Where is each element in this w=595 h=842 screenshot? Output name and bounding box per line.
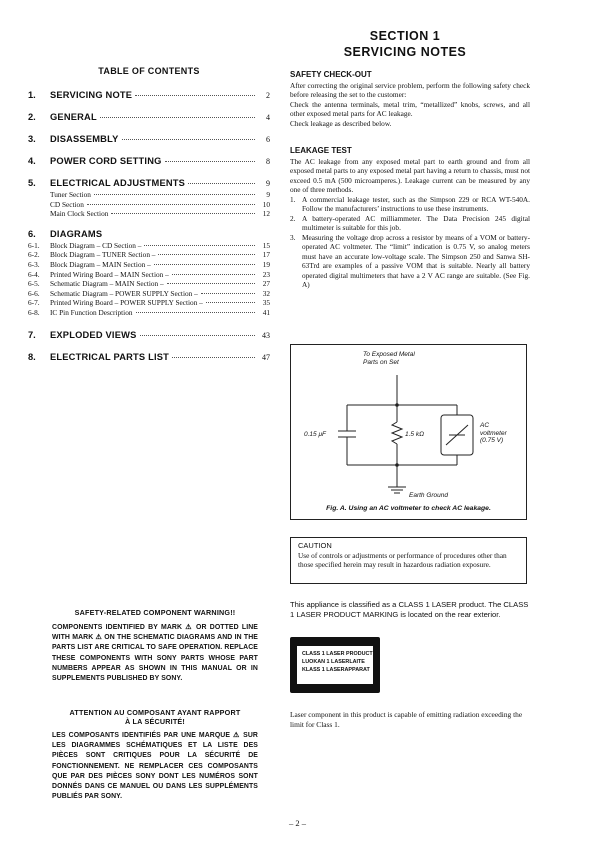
toc-entry-page: 6 <box>266 135 270 144</box>
toc-entry-page: 2 <box>266 91 270 100</box>
list-item: 3. Measuring the voltage drop across a resistor by means of a VOM or battery-operated AC voltmeter. The “limit” indication is 0.75 V, so analog meters must have an accurate low-voltage scale. The Simpson 250 and Sanwa SH-63Trd are examples of a passive VOM that is suitable. Nearly all battery operated digital multimeters that have a 2 V AC range are suitable. (See Fig. A) <box>290 232 530 289</box>
toc-subentry[interactable] <box>28 279 270 289</box>
figure-caption: Fig. A. Using an AC voltmeter to check AC leakage. <box>326 505 491 512</box>
toc-subentry-label: Schematic Diagram – MAIN Section – <box>50 279 164 289</box>
leakage-test-section <box>290 146 530 290</box>
toc-entry[interactable] <box>28 330 270 340</box>
section-title: SERVICING NOTES <box>343 45 467 59</box>
toc-leader-dots <box>167 283 255 284</box>
toc-leader-dots <box>136 312 256 313</box>
toc-leader-dots <box>172 274 255 275</box>
toc-subentry-page: 35 <box>262 298 270 308</box>
toc-subentry[interactable] <box>28 209 270 219</box>
toc-entry-number: 6. <box>28 228 36 239</box>
toc-subentry[interactable] <box>28 298 270 308</box>
toc-entry-label: DIAGRAMS <box>50 228 103 239</box>
laser-class-text: This appliance is classified as a CLASS 1 LASER product. The CLASS 1 LASER PRODUCT MARKING is located on the rear exterior. <box>290 600 529 619</box>
toc-subentry[interactable] <box>28 289 270 299</box>
toc-leader-dots <box>144 245 255 246</box>
laser-label-line: CLASS 1 LASER PRODUCT <box>302 651 373 657</box>
leakage-methods-list <box>290 195 530 290</box>
toc-entry-number: 1. <box>28 90 36 100</box>
toc-subentry-page: 23 <box>262 269 270 279</box>
toc-entry[interactable] <box>28 229 270 239</box>
toc-leader-dots <box>140 335 256 336</box>
toc-subentry[interactable] <box>28 241 270 251</box>
toc-entry-label: SERVICING NOTE <box>50 90 133 100</box>
toc-entry-number: 4. <box>28 156 36 166</box>
toc-entry[interactable] <box>28 90 270 100</box>
safety-checkout-section <box>290 70 530 128</box>
toc-subentry-label: CD Section <box>50 199 84 209</box>
toc-entry-number: 7. <box>28 329 36 340</box>
toc-leader-dots <box>188 183 255 184</box>
toc-entry-label: POWER CORD SETTING <box>50 156 162 166</box>
toc-subentry-number: 6-6. <box>28 288 40 298</box>
toc-leader-dots <box>172 357 255 358</box>
figure-a-box <box>290 344 527 520</box>
toc-subentry-page: 27 <box>262 279 270 289</box>
safety-checkout-paragraph: Check the antenna terminals, metal trim, “metallized” knobs, screws, and all other exposed metal parts for AC leakage. <box>290 99 530 118</box>
toc-subentry-label: IC Pin Function Description <box>50 307 133 317</box>
toc-entry-number: 3. <box>28 134 36 144</box>
toc-subentry-page: 32 <box>262 288 270 298</box>
toc-subentry-label: Block Diagram – CD Section – <box>50 240 142 250</box>
safety-warning-heading: SAFETY-RELATED COMPONENT WARNING!! <box>74 608 236 617</box>
resistor-label: 1.5 kΩ <box>405 431 425 438</box>
laser-component-text: Laser component in this product is capable of emitting radiation exceeding the limit for Class 1. <box>290 710 523 729</box>
toc-entry-label: ELECTRICAL PARTS LIST <box>50 351 170 362</box>
section-number: SECTION 1 <box>369 29 441 43</box>
safety-warning-text: COMPONENTS IDENTIFIED BY MARK ⚠ OR DOTTED LINE WITH MARK ⚠ ON THE SCHEMATIC DIAGRAMS AND IN THE PARTS LIST ARE CRITICAL TO SAFE OPERATION. REPLACE THESE COMPONENTS WITH SONY PARTS WHOSE PART NUMBERS APPEAR AS SHOWN IN THIS MANUAL OR IN SUPPLEMENTS PUBLISHED BY SONY. <box>52 624 258 683</box>
toc-subentry-page: 17 <box>262 250 270 260</box>
list-item: 2. A battery-operated AC milliammeter. The Data Precision 245 digital multimeter is suitable for this job. <box>290 213 530 232</box>
caution-box <box>290 537 527 584</box>
table-of-contents <box>28 66 270 362</box>
toc-subentry[interactable] <box>28 200 270 210</box>
toc-subentry-number: 6-8. <box>28 307 40 317</box>
toc-leader-dots <box>165 161 255 162</box>
earth-ground-label: Earth Ground <box>409 492 449 499</box>
laser-product-label <box>290 637 380 693</box>
toc-subentry[interactable] <box>28 270 270 280</box>
toc-entry-page: 9 <box>266 179 270 188</box>
toc-subentry-page: 41 <box>262 307 270 317</box>
toc-entry-page: 4 <box>266 113 270 122</box>
toc-entry[interactable] <box>28 112 270 122</box>
toc-subentry[interactable] <box>28 308 270 318</box>
toc-leader-dots <box>87 204 255 205</box>
voltmeter-label: AC voltmeter (0.75 V) <box>480 422 507 444</box>
safety-checkout-paragraph: After correcting the original service problem, perform the following safety check before releasing the set to the customer: <box>290 80 530 99</box>
toc-entry-label: EXPLODED VIEWS <box>50 329 137 340</box>
toc-leader-dots <box>201 293 255 294</box>
toc-subentry-number: 6-3. <box>28 259 40 269</box>
toc-subentry-page: 9 <box>266 190 270 199</box>
attention-heading: À LA SÉCURITÉ! <box>124 717 186 726</box>
toc-subentry-number: 6-1. <box>28 240 40 250</box>
toc-subentry[interactable] <box>28 250 270 260</box>
toc-entry-page: 43 <box>262 330 270 340</box>
capacitor-label: 0.15 μF <box>304 431 326 438</box>
toc-entry-label: ELECTRICAL ADJUSTMENTS <box>50 178 186 188</box>
toc-subentry-label: Main Clock Section <box>50 209 109 219</box>
safety-warning-section <box>52 608 258 684</box>
safety-checkout-paragraph: Check leakage as described below. <box>290 118 392 128</box>
toc-subentry-label: Block Diagram – MAIN Section – <box>50 259 151 269</box>
toc-subentry-page: 15 <box>262 240 270 250</box>
laser-label-line: KLASS 1 LASERAPPARAT <box>302 667 370 673</box>
toc-entry-number: 2. <box>28 112 36 122</box>
toc-leader-dots <box>111 213 255 214</box>
attention-text: LES COMPOSANTS IDENTIFIÉS PAR UNE MARQUE ⚠ SUR LES DIAGRAMMES SCHÉMATIQUES ET LA LISTE DES PIÈCES SONT CRITIQUES POUR LA SÉCURITÉ DE FONCTIONNEMENT. NE REMPLACER CES COMPOSANTS QUE PAR DES PIÈCES SONY DONT LES NUMÉROS SONT DONNÉS DANS CE MANUEL OU DANS LES SUPPLÉMENTS PUBLIÉS PAR SONY. <box>52 732 258 801</box>
toc-leader-dots <box>158 254 255 255</box>
toc-entry-number: 5. <box>28 178 36 188</box>
toc-leader-dots <box>122 139 256 140</box>
attention-heading: ATTENTION AU COMPOSANT AYANT RAPPORT <box>69 708 241 717</box>
leakage-test-paragraph: The AC leakage from any exposed metal part to earth ground and from all exposed metal parts to any exposed metal part having a return to chassis, must not exceed 0.5 mA (500 microamperes.). Leakage current can be measured by any one of three methods. <box>290 156 530 194</box>
toc-subentry-label: Tuner Section <box>50 190 91 199</box>
toc-title: TABLE OF CONTENTS <box>98 66 200 76</box>
caution-text: Use of controls or adjustments or performance of procedures other than those specified herein may result in hazardous radiation exposure. <box>298 550 507 569</box>
toc-subentry[interactable] <box>28 260 270 270</box>
toc-leader-dots <box>100 117 255 118</box>
toc-entry[interactable] <box>28 156 270 166</box>
toc-subentry-page: 19 <box>262 259 270 269</box>
laser-label-line: LUOKAN 1 LASERLAITE <box>302 659 365 665</box>
toc-subentry-label: Schematic Diagram – POWER SUPPLY Section – <box>50 288 198 298</box>
toc-subentry[interactable] <box>28 190 270 200</box>
caution-title: CAUTION <box>298 541 332 550</box>
toc-entry-page: 8 <box>266 157 270 166</box>
leakage-test-heading: LEAKAGE TEST <box>290 146 352 155</box>
toc-entry-page: 47 <box>262 352 270 362</box>
toc-entry[interactable] <box>28 352 270 362</box>
toc-subentry-label: Block Diagram – TUNER Section – <box>50 250 156 260</box>
toc-subentry-number: 6-4. <box>28 269 40 279</box>
safety-checkout-heading: SAFETY CHECK-OUT <box>290 70 372 79</box>
toc-entry-label: GENERAL <box>50 112 97 122</box>
toc-subentry-label: Printed Wiring Board – MAIN Section – <box>50 269 169 279</box>
toc-entry-number: 8. <box>28 351 36 362</box>
toc-entry[interactable] <box>28 134 270 144</box>
list-item: 1. A commercial leakage tester, such as the Simpson 229 or RCA WT-540A. Follow the manufacturers’ instructions to use these instruments. <box>290 194 530 213</box>
toc-entry-label: DISASSEMBLY <box>50 134 119 144</box>
toc-leader-dots <box>94 194 255 195</box>
toc-subentry-page: 12 <box>262 209 270 219</box>
exposed-metal-label: To Exposed Metal Parts on Set <box>363 351 415 366</box>
toc-subentry-page: 10 <box>262 199 270 209</box>
attention-section <box>52 708 258 802</box>
toc-subentry-number: 6-7. <box>28 298 40 308</box>
toc-leader-dots <box>135 95 255 96</box>
page-number: – 2 – <box>289 818 306 828</box>
toc-leader-dots <box>154 264 255 265</box>
toc-leader-dots <box>206 302 255 303</box>
toc-entry[interactable] <box>28 178 270 188</box>
toc-subentry-number: 6-2. <box>28 250 40 260</box>
toc-subentry-number: 6-5. <box>28 279 40 289</box>
toc-subentry-label: Printed Wiring Board – POWER SUPPLY Section – <box>50 298 203 308</box>
